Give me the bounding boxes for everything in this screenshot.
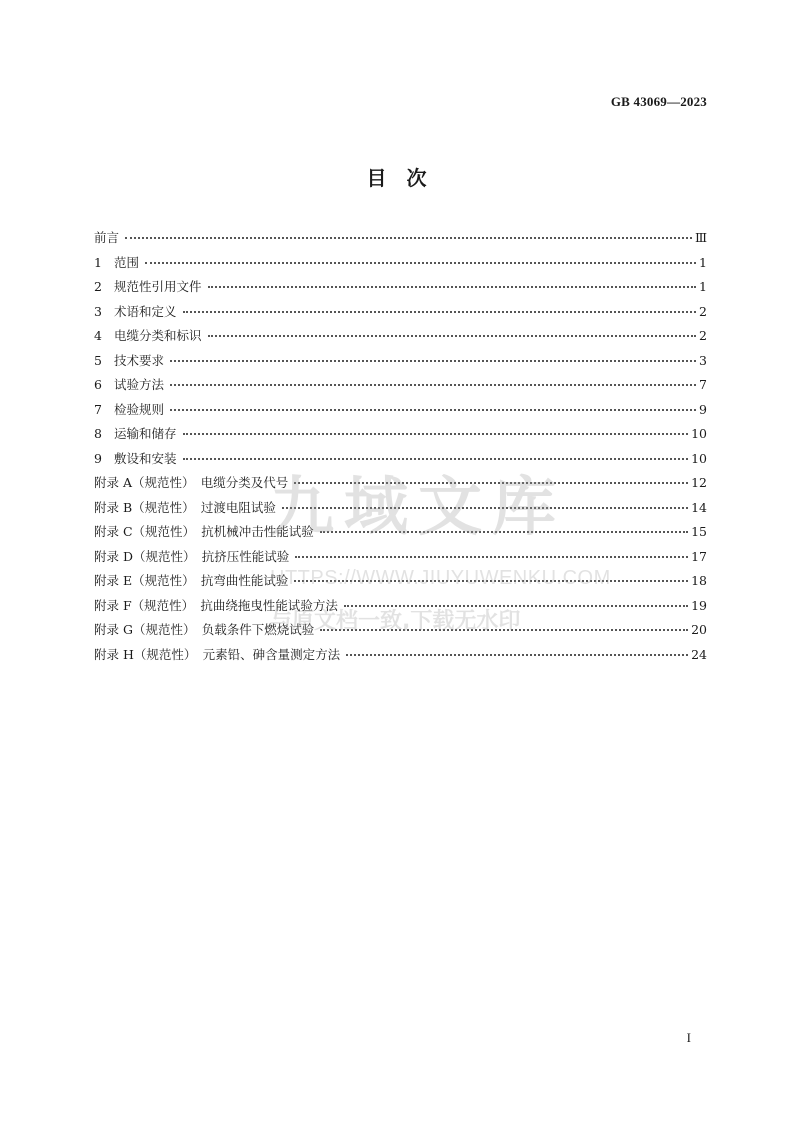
toc-dot-leader [170, 384, 696, 386]
toc-entry-label [94, 496, 276, 521]
toc-dot-leader [208, 335, 697, 337]
toc-dot-leader [145, 262, 696, 264]
toc-entry-text: 附录 E（规范性） 抗弯曲性能试验 [94, 573, 289, 588]
toc-entry-text: 附录 B（规范性） 过渡电阻试验 [94, 499, 276, 515]
toc-entry-page: 14 [691, 499, 707, 515]
toc-entry-text: 敷设和安装 [114, 450, 177, 466]
toc-entry-number: 2 [94, 279, 102, 294]
toc-entry[interactable] [94, 594, 707, 619]
toc-entry-page: 7 [699, 377, 707, 392]
watermark-brand: 九域文库 [270, 471, 566, 545]
toc-entry[interactable] [94, 226, 707, 251]
toc-dot-leader [295, 556, 688, 558]
toc-dot-leader [320, 629, 688, 631]
toc-dot-leader [320, 531, 688, 533]
toc-entry-text: 试验方法 [114, 377, 165, 392]
toc-entry[interactable] [94, 422, 707, 447]
table-of-contents [94, 226, 707, 667]
toc-entry-text: 术语和定义 [114, 303, 177, 319]
toc-entry-number: 6 [94, 377, 102, 392]
toc-entry-label [94, 324, 202, 349]
toc-entry-page: 1 [699, 254, 707, 270]
toc-entry-label [94, 422, 177, 447]
toc-entry[interactable] [94, 520, 707, 545]
toc-entry-label [94, 275, 202, 300]
toc-entry[interactable] [94, 545, 707, 570]
toc-entry-text: 附录 A（规范性） 电缆分类及代号 [94, 475, 289, 490]
toc-entry-number: 8 [94, 426, 102, 441]
toc-entry-page: 10 [691, 450, 707, 466]
toc-entry-label [94, 373, 164, 398]
toc-entry-page: 1 [699, 279, 707, 294]
toc-entry-text: 技术要求 [114, 352, 165, 368]
toc-entry-page: 3 [699, 352, 707, 368]
toc-entry-text: 检验规则 [114, 401, 165, 417]
toc-entry-page: 2 [699, 303, 707, 319]
toc-entry-label [94, 643, 340, 668]
toc-entry-number: 3 [94, 303, 102, 319]
toc-entry[interactable] [94, 349, 707, 374]
toc-entry-number: 1 [94, 254, 102, 270]
toc-entry-page: 15 [691, 524, 707, 539]
toc-entry[interactable] [94, 324, 707, 349]
toc-entry-text: 运输和储存 [114, 426, 177, 441]
toc-entry-label [94, 398, 164, 423]
toc-entry-page: 19 [691, 597, 707, 613]
toc-entry[interactable] [94, 447, 707, 472]
toc-entry-page: 10 [691, 426, 707, 441]
toc-entry-page: 20 [691, 622, 707, 637]
toc-entry-text: 附录 H（规范性） 元素铅、砷含量测定方法 [94, 646, 341, 662]
toc-entry-label [94, 300, 177, 325]
toc-dot-leader [183, 311, 697, 313]
toc-entry-text: 附录 F（规范性） 抗曲绕拖曳性能试验方法 [94, 597, 338, 613]
toc-entry-page: Ⅲ [694, 230, 707, 245]
toc-entry-label [94, 349, 164, 374]
toc-entry-label [94, 251, 139, 276]
toc-entry-page: 2 [699, 328, 707, 343]
toc-entry-label [94, 594, 338, 619]
toc-entry-label [94, 471, 288, 496]
toc-entry[interactable] [94, 251, 707, 276]
toc-entry-page: 18 [691, 573, 707, 588]
page-number: I [686, 1030, 691, 1045]
toc-dot-leader [183, 458, 689, 460]
toc-entry[interactable] [94, 618, 707, 643]
toc-entry[interactable] [94, 398, 707, 423]
page-title: 目 次 [366, 166, 427, 190]
toc-entry-number: 5 [94, 352, 102, 368]
toc-entry-page: 17 [691, 548, 707, 564]
toc-dot-leader [183, 433, 689, 435]
toc-entry-page: 12 [691, 475, 707, 490]
watermark-url: HTTPS://WWW.JIUYUWENKU.COM [270, 567, 611, 589]
toc-entry-number: 7 [94, 401, 102, 417]
toc-dot-leader [294, 482, 688, 484]
toc-dot-leader [170, 409, 696, 411]
toc-entry[interactable] [94, 471, 707, 496]
toc-entry-label [94, 447, 177, 472]
document-code: GB 43069—2023 [610, 94, 707, 109]
watermark-slogan: 与原文档一致,下载无水印 [270, 609, 521, 634]
toc-entry-page: 9 [699, 401, 707, 417]
toc-entry-label [94, 545, 289, 570]
toc-dot-leader [344, 605, 688, 607]
toc-entry-text: 附录 C（规范性） 抗机械冲击性能试验 [94, 524, 314, 539]
toc-entry[interactable] [94, 643, 707, 668]
toc-entry[interactable] [94, 275, 707, 300]
toc-dot-leader [125, 237, 692, 239]
toc-dot-leader [346, 654, 688, 656]
toc-entry-label [94, 618, 314, 643]
toc-entry-number: 4 [94, 328, 102, 343]
toc-entry-label [94, 520, 314, 545]
toc-dot-leader [170, 360, 696, 362]
toc-entry-page: 24 [691, 646, 707, 662]
toc-dot-leader [282, 507, 688, 509]
toc-entry-label [94, 569, 288, 594]
toc-entry-text: 范围 [114, 254, 140, 270]
toc-dot-leader [208, 286, 697, 288]
toc-entry[interactable] [94, 373, 707, 398]
toc-entry-text: 附录 D（规范性） 抗挤压性能试验 [94, 548, 290, 564]
toc-entry[interactable] [94, 496, 707, 521]
toc-entry-number: 9 [94, 450, 102, 466]
toc-entry-text: 电缆分类和标识 [114, 328, 202, 343]
toc-entry-text: 前言 [94, 230, 120, 245]
toc-entry-label [94, 226, 119, 251]
toc-entry-text: 附录 G（规范性） 负载条件下燃烧试验 [94, 622, 315, 637]
toc-entry[interactable] [94, 569, 707, 594]
toc-dot-leader [294, 580, 688, 582]
toc-entry-text: 规范性引用文件 [114, 279, 202, 294]
toc-entry[interactable] [94, 300, 707, 325]
